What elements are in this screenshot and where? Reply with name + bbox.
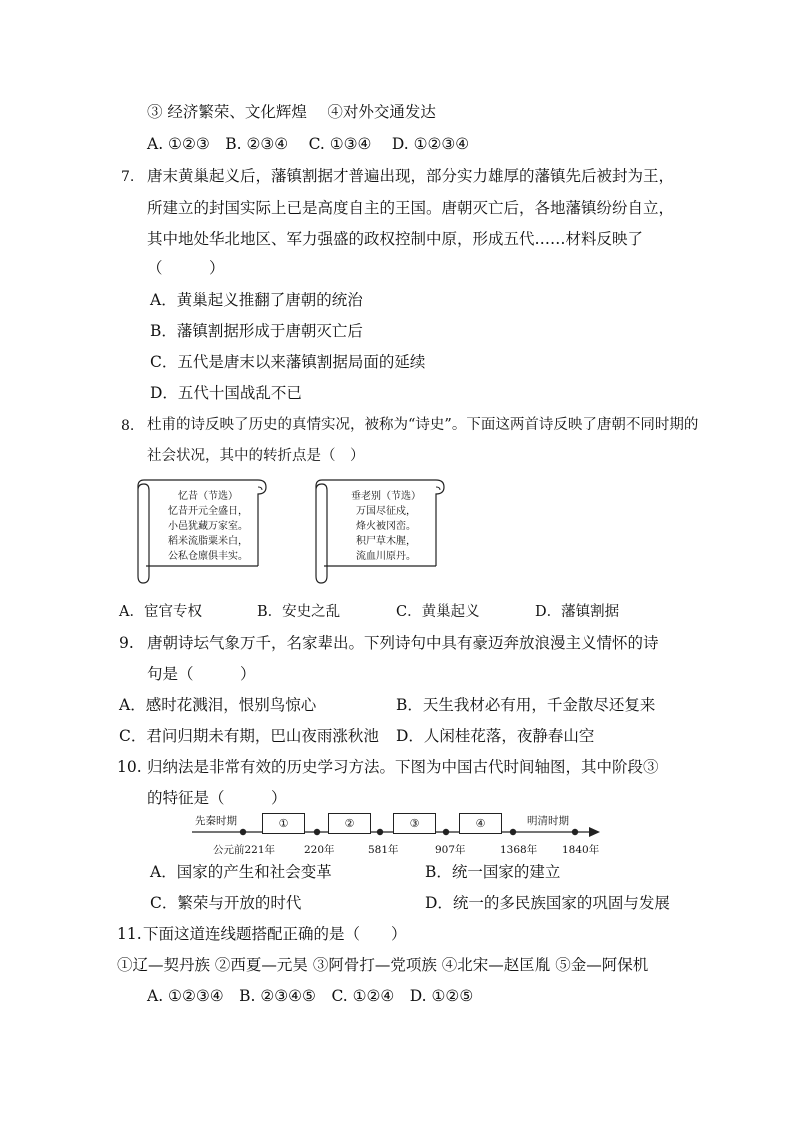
q7-stem-line3: 其中地处华北地区、军力强盛的政权控制中原，形成五代……材料反映了	[147, 230, 644, 248]
timeline-label-ming-qing: 明清时期	[527, 815, 569, 827]
q9-option-a: A．感时花溅泪，恨别鸟惊心	[119, 696, 317, 714]
q6-answers: A. ①②③ B. ②③④ C. ①③④ D. ①②③④	[147, 135, 470, 153]
poem-1-title: 忆昔（节选）	[178, 491, 238, 502]
timeline-year: 220年	[304, 844, 335, 856]
q8-option-d: D．藩镇割据	[535, 604, 620, 620]
q8-option-b: B．安史之乱	[257, 604, 341, 620]
timeline-year: 1840年	[562, 844, 600, 856]
q10-number: 10.	[117, 758, 142, 776]
q10-option-c: C．繁荣与开放的时代	[150, 894, 302, 912]
q8-stem-line1: 杜甫的诗反映了历史的真情实况，被称为“诗史”。下面这两首诗反映了唐朝不同时期的	[147, 417, 699, 433]
q6-option-line: ③ 经济繁荣、文化辉煌 ④对外交通发达	[147, 103, 436, 121]
q10-option-d: D．统一的多民族国家的巩固与发展	[425, 894, 670, 912]
poem-1-text	[152, 489, 264, 564]
q9-stem-line2: 句是（ ）	[147, 665, 256, 683]
timeline-year: 1368年	[500, 844, 538, 856]
q11-answers: A. ①②③④ B. ②③④⑤ C. ①②④ D. ①②⑤	[147, 987, 474, 1005]
q7-number: 7.	[121, 169, 135, 185]
q11-number: 11.	[117, 925, 142, 943]
poem-2-line: 烽火被冈峦。	[356, 521, 416, 532]
q9-option-c: C．君问归期未有期，巴山夜雨涨秋池	[119, 727, 379, 745]
q7-option-a: A．黄巢起义推翻了唐朝的统治	[150, 291, 363, 309]
q10-stem-line1: 归纳法是非常有效的历史学习方法。下图为中国古代时间轴图，其中阶段③	[147, 758, 659, 776]
poem-2-line: 流血川原丹。	[356, 551, 416, 562]
poem-1-line: 小邑犹藏万家室。	[168, 521, 248, 532]
poem-2-line: 积尸草木腥，	[356, 536, 416, 547]
q7-paren: （ ）	[147, 259, 225, 277]
q8-option-a: A．宦官专权	[119, 604, 202, 620]
q8-option-c: C．黄巢起义	[396, 604, 480, 620]
q9-option-b: B．天生我材必有用，千金散尽还复来	[396, 696, 656, 714]
q10-stem-line2: 的特征是（ ）	[147, 789, 287, 807]
q8-number: 8.	[121, 418, 135, 434]
q8-stem-line2: 社会状况，其中的转折点是（ ）	[147, 448, 365, 464]
q10-option-b: B．统一国家的建立	[425, 863, 561, 881]
q7-option-d: D．五代十国战乱不已	[150, 384, 302, 402]
q7-option-c: C．五代是唐末以来藩镇割据局面的延续	[150, 353, 426, 371]
q7-stem-line1: 唐末黄巢起义后，藩镇割据才普遍出现，部分实力雄厚的藩镇先后被封为王，	[147, 167, 675, 185]
timeline-stage-4: ④	[459, 813, 502, 834]
q9-stem-line1: 唐朝诗坛气象万千，名家辈出。下列诗句中具有豪迈奔放浪漫主义情怀的诗	[147, 634, 659, 652]
timeline-year: 907年	[435, 844, 466, 856]
q7-option-b: B．藩镇割据形成于唐朝灭亡后	[150, 322, 363, 340]
q7-stem-line2: 所建立的封国实际上已是高度自主的王国。唐朝灭亡后，各地藩镇纷纷自立，	[147, 199, 675, 217]
poem-2-title: 垂老别（节选）	[351, 491, 421, 502]
poem-1-line: 忆昔开元全盛日，	[168, 506, 248, 517]
timeline-year: 581年	[368, 844, 399, 856]
poem-1-line: 稻米流脂粟米白，	[168, 536, 248, 547]
timeline-stage-3: ③	[393, 813, 436, 834]
timeline-stage-2: ②	[328, 813, 371, 834]
q9-number: 9.	[119, 634, 134, 652]
timeline-year: 公元前221年	[213, 844, 276, 856]
timeline-stage-1: ①	[262, 813, 305, 834]
q11-items: ①辽—契丹族 ②西夏—元昊 ③阿骨打—党项族 ④北宋—赵匡胤 ⑤金—阿保机	[117, 956, 649, 974]
poem-1-line: 公私仓廪俱丰实。	[168, 551, 248, 562]
q9-option-d: D．人闲桂花落，夜静春山空	[396, 727, 595, 745]
poem-2-text	[330, 489, 442, 564]
q11-stem: 下面这道连线题搭配正确的是（ ）	[143, 925, 407, 943]
timeline-label-pre-qin: 先秦时期	[195, 815, 237, 827]
q10-option-a: A．国家的产生和社会变革	[150, 863, 332, 881]
poem-2-line: 万国尽征戍，	[356, 506, 416, 517]
